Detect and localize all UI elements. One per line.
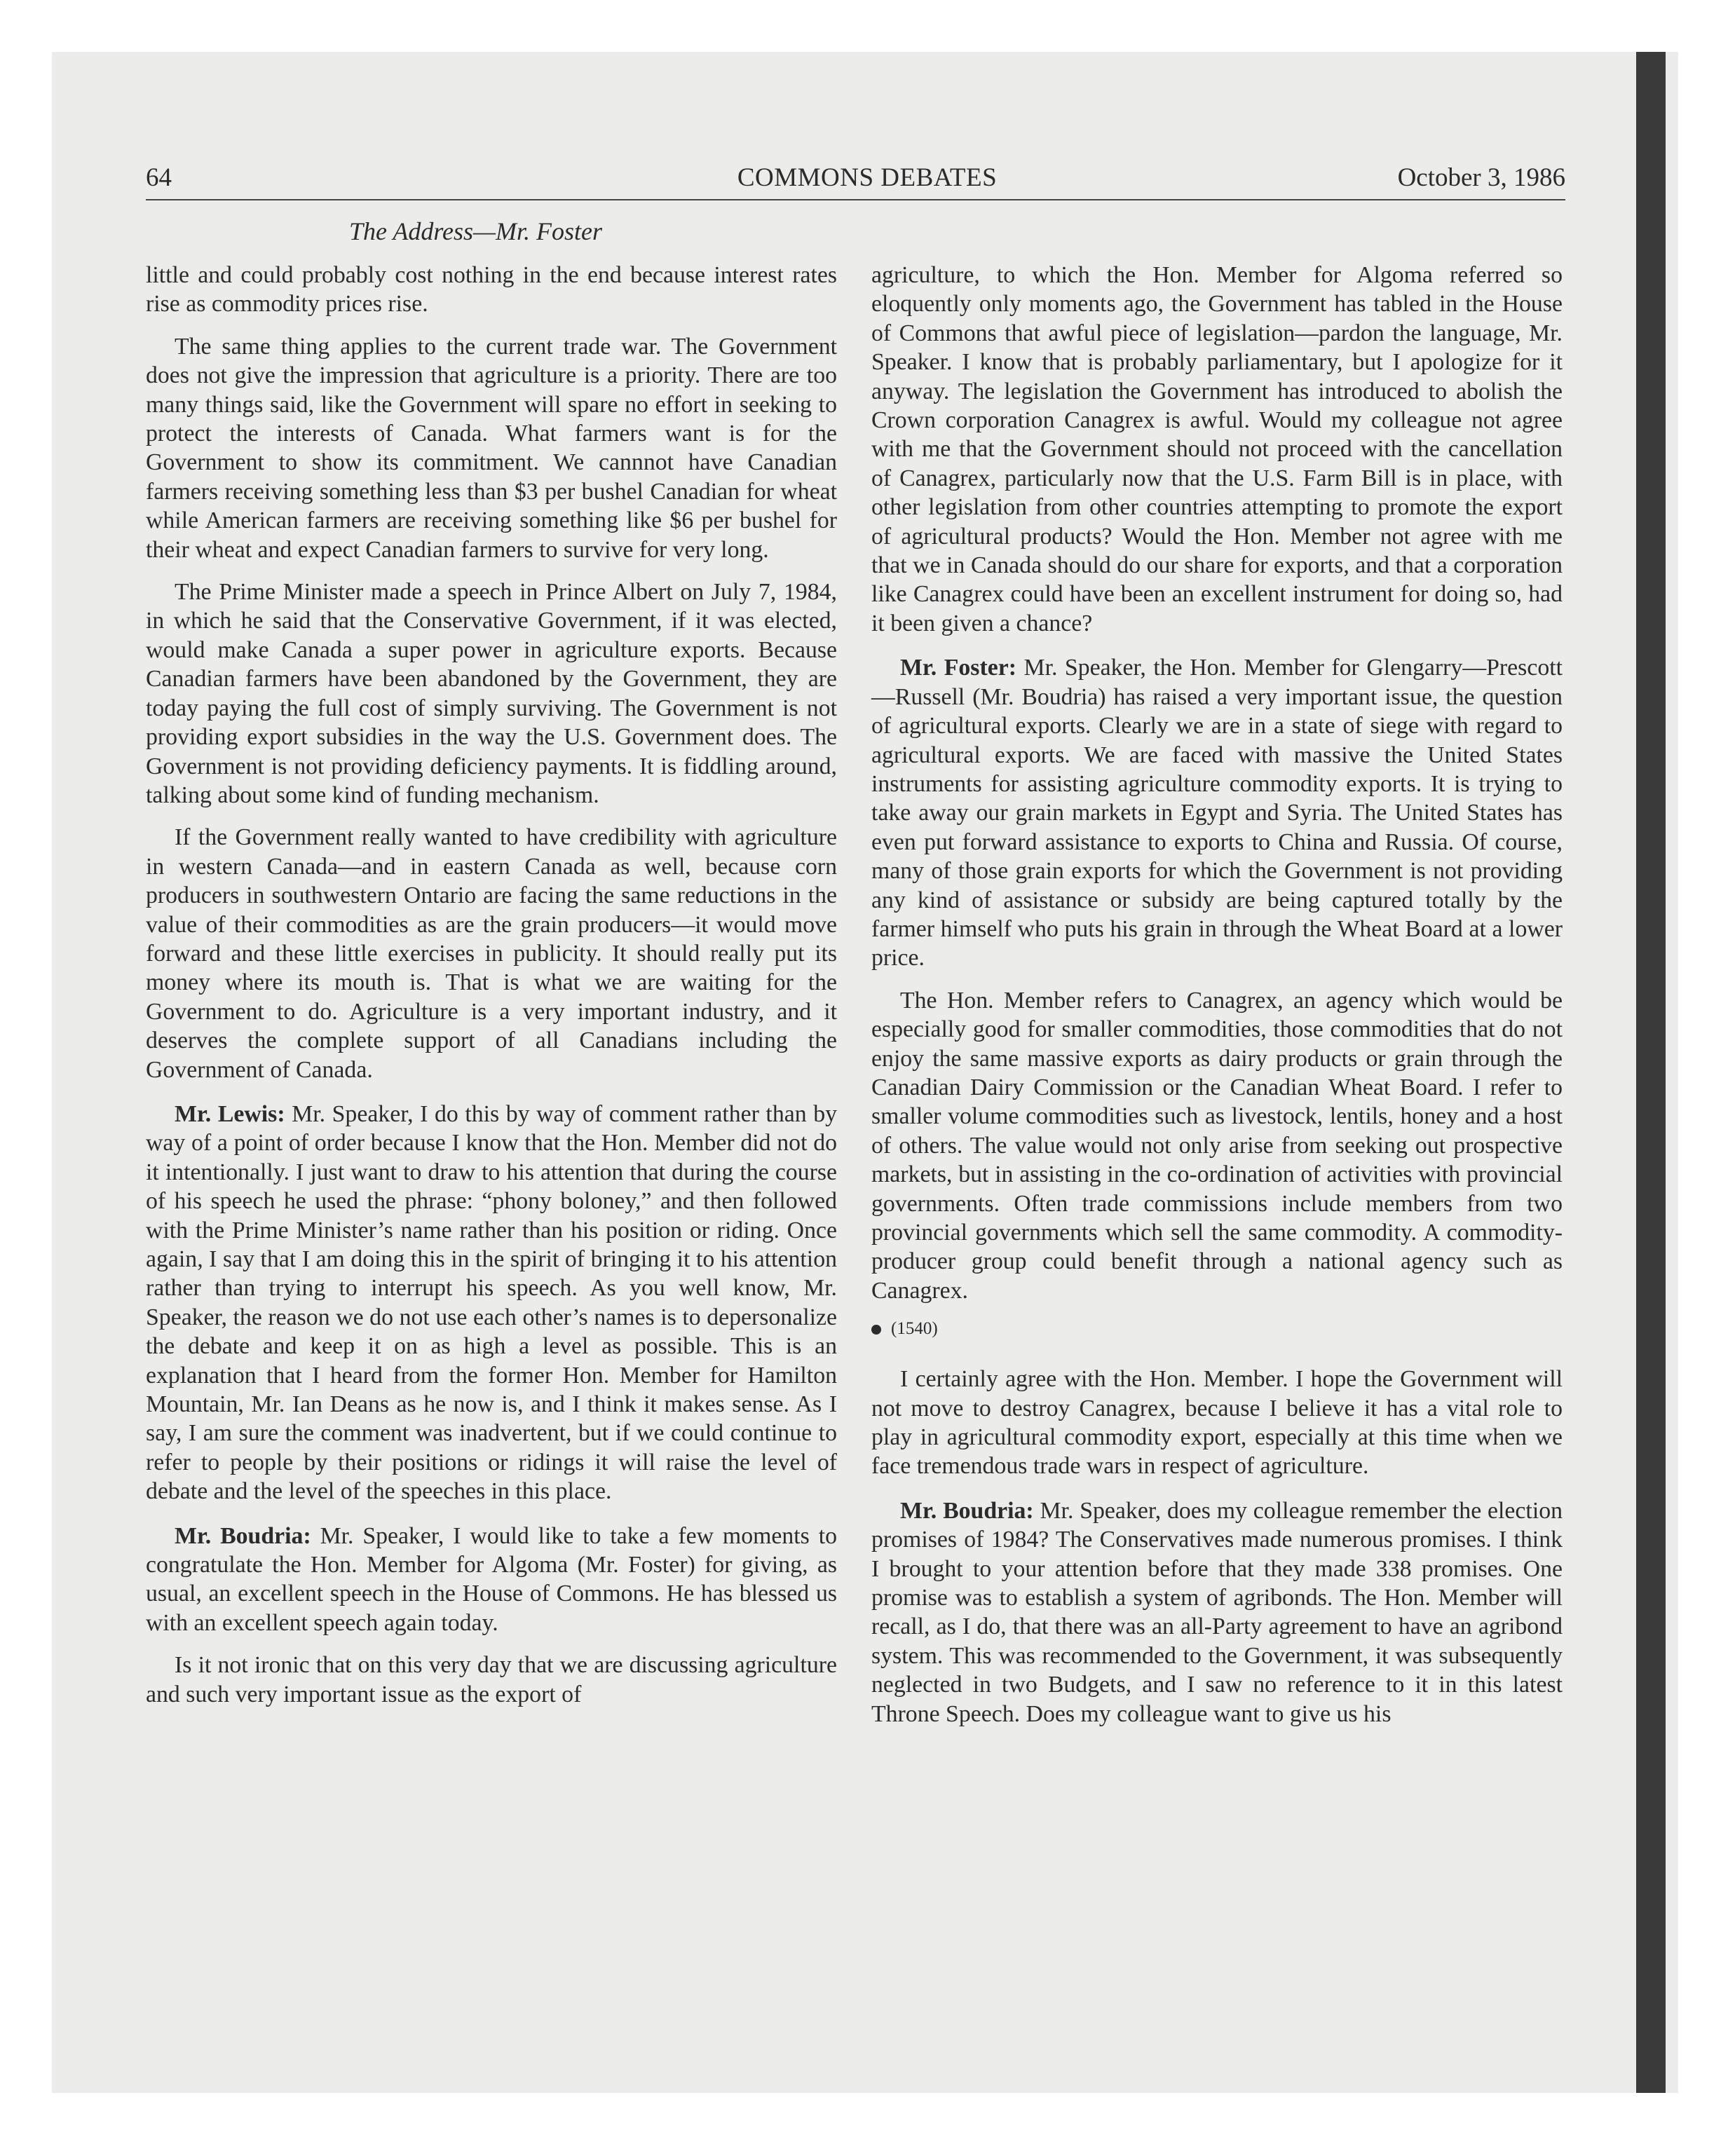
time-marker-label: (1540): [891, 1319, 938, 1339]
paragraph: The same thing applies to the current trade war. The Government does not give the impression that agriculture is a priority. There are too many things said, like the Government will spare no effort in seeking to protect the interests of Canada. What farmers want is for the Government to show its commitment. We cannnot have Canadian farmers receiving something less than $3 per bushel Canadian for wheat while American farmers are receiving something like $6 per bushel for their wheat and expect Canadian farmers to survive for very long.: [146, 333, 837, 563]
paragraph: If the Government really wanted to have credibility with agriculture in western Canada—and in eastern Canada as well, because corn producers in southwestern Ontario are facing the same reductions in the value of their commodities as are the grain producers—it would move forward and these little exercises in publicity. It should really put its money where its mouth is. That is what we are waiting for the Government to do. Agriculture is a very important industry, and it deserves the complete support of all Canadians including the Government of Canada.: [146, 824, 837, 1083]
running-head: The Address—Mr. Foster: [349, 217, 603, 245]
left-column: [146, 261, 837, 1722]
speaker-name: Mr. Lewis:: [175, 1100, 285, 1127]
speaker-name: Mr. Boudria:: [900, 1497, 1034, 1524]
publication-title: COMMONS DEBATES: [737, 163, 998, 192]
paragraph: Is it not ironic that on this very day that we are discussing agriculture and such very important issue as the export of: [146, 1652, 837, 1707]
speech-text: Mr. Speaker, I would like to take a few moments to congratulate the Hon. Member for Algoma (Mr. Foster) for giving, as usual, an excellent speech in the House of Commons. He has blessed us with an excellent speech again today.: [146, 1522, 837, 1636]
paragraph: I certainly agree with the Hon. Member. I hope the Government will not move to destroy Canagrex, because I believe it has a vital role to play in agricultural commodity export, especially at this time when we face tremendous trade wars in respect of agriculture.: [871, 1366, 1563, 1480]
speaker-name: Mr. Boudria:: [175, 1522, 311, 1549]
paragraph: The Hon. Member refers to Canagrex, an agency which would be especially good for smaller commodities, those commodities that do not enjoy the same massive exports as dairy products or grain through the Canadian Dairy Commission or the Canadian Wheat Board. I refer to smaller volume commodities such as livestock, lentils, honey and a host of others. The value would not only arise from seeking out prospective markets, but in assisting in the co-ordination of activities with provincial governments. Often trade commissions include members from two provincial governments which sell the same commodity. A commodity-producer group could benefit through a national agency such as Canagrex.: [871, 987, 1563, 1304]
publication-date: October 3, 1986: [1397, 163, 1565, 192]
speech-text: Mr. Speaker, the Hon. Member for Glengarry—Prescott—Russell (Mr. Boudria) has raised a very important issue, the question of agricultural exports. Clearly we are in a state of siege with regard to agricultural exports. We are faced with massive the United States instruments for assisting agriculture commodity exports. It is trying to take away our grain markets in Egypt and Syria. The United States has even put forward assistance to exports to China and Russia. Of course, many of those grain exports for which the Government is not providing any kind of assistance or subsidy are being captured totally by the farmer himself who puts his grain in through the Wheat Board at a lower price.: [871, 655, 1563, 971]
right-column: [871, 261, 1563, 1742]
page-number: 64: [146, 163, 172, 192]
speech-paragraph: [146, 1100, 837, 1506]
paragraph: agriculture, to which the Hon. Member for Algoma referred so eloquently only moments ago, the Government has tabled in the House of Commons that awful piece of legislation—pardon the language, Mr. Speaker. I know that is probably parliamentary, but I apologize for it anyway. The legislation the Government has introduced to abolish the Crown corporation Canagrex is awful. Would my colleague not agree with me that the Government should not proceed with the cancellation of Canagrex, particularly now that the U.S. Farm Bill is in place, with other legislation from other countries attempting to promote the export of agricultural products? Would the Hon. Member not agree with me that we in Canada should do our share for exports, and that a corporation like Canagrex could have been an excellent instrument for doing so, had it been given a chance?: [871, 262, 1563, 636]
speech-paragraph: [871, 653, 1563, 972]
speech-paragraph: [146, 1522, 837, 1638]
bullet-icon: [871, 1325, 881, 1335]
page-edge-shadow: [1636, 52, 1666, 2093]
speech-text: Mr. Speaker, I do this by way of comment rather than by way of a point of order because I know that the Hon. Member did not do it intentionally. I just want to draw to his attention that during the course of his speech he used the phrase: “phony boloney,” and then followed with the Prime Minister’s name rather than his position or riding. Once again, I say that I am doing this in the spirit of bringing it to his attention rather than trying to interrupt his speech. As you well know, Mr. Speaker, the reason we do not use each other’s names is to depersonalize the debate and keep it on as high a level as possible. This is an explanation that I heard from the former Hon. Member for Hamilton Mountain, Mr. Ian Deans as he now is, and I think it makes sense. As I say, I am sure the comment was inadvertent, but if we could continue to refer to people by their positions or ridings it will raise the level of debate and the level of the speeches in this place.: [146, 1100, 837, 1505]
speech-paragraph: [871, 1496, 1563, 1728]
paragraph: little and could probably cost nothing in the end because interest rates rise as commodity prices rise.: [146, 262, 837, 318]
speech-text: Mr. Speaker, does my colleague remember the election promises of 1984? The Conservatives made numerous promises. I think I brought to your attention before that they made 338 promises. One promise was to establish a system of agribonds. The Hon. Member will recall, as I do, that there was an all-Party agreement to have an agribond system. This was recommended to the Government, it was subsequently neglected in two Budgets, and I saw no reference to it in this latest Throne Speech. Does my colleague want to give us his: [871, 1497, 1563, 1727]
speaker-name: Mr. Foster:: [900, 655, 1016, 681]
header-rule: [146, 199, 1565, 200]
paragraph: The Prime Minister made a speech in Prince Albert on July 7, 1984, in which he said that the Conservative Government, if it was elected, would make Canada a super power in agriculture exports. Because Canadian farmers have been abandoned by the Government, they are today paying the full cost of simply surviving. The Government is not providing export subsidies in the way the U.S. Government does. The Government is not providing deficiency payments. It is fiddling around, talking about some kind of funding mechanism.: [146, 579, 837, 808]
time-marker: [871, 1318, 1563, 1339]
